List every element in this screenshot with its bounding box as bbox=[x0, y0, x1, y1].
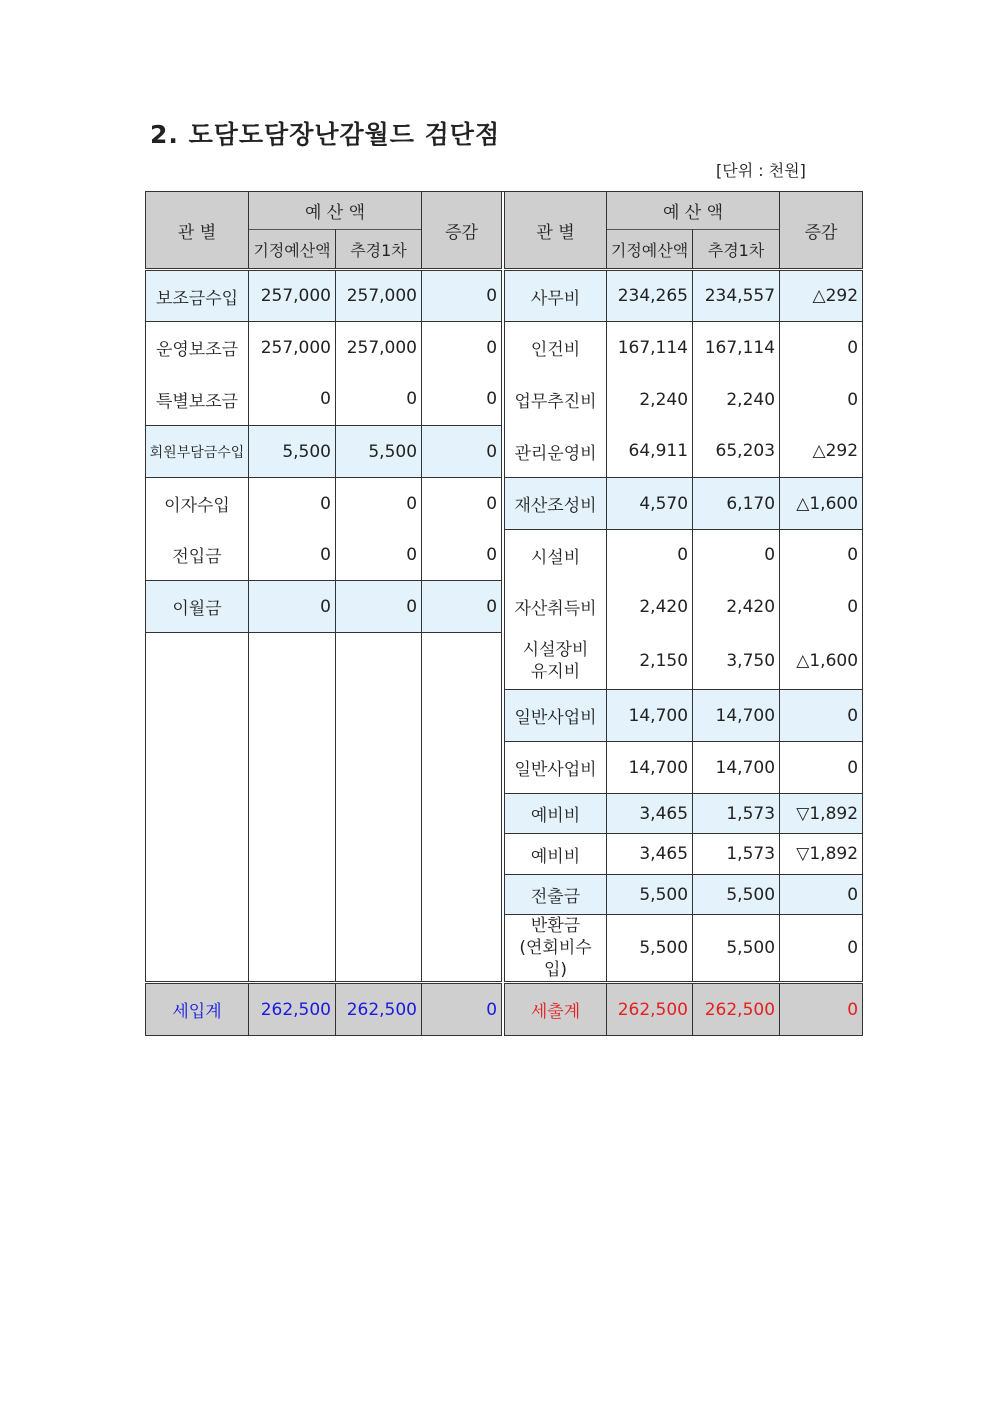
expense-row-name: 전출금 bbox=[505, 875, 607, 915]
expense-row-supp: 2,420 bbox=[693, 581, 780, 633]
revenue-row-supp: 0 bbox=[336, 581, 422, 633]
expense-row-existing: 5,500 bbox=[607, 875, 693, 915]
revenue-empty-cell bbox=[249, 633, 336, 983]
revenue-row-existing: 5,500 bbox=[249, 426, 336, 478]
expense-row-change: ▽1,892 bbox=[780, 794, 863, 834]
expense-row-change: 0 bbox=[780, 690, 863, 742]
revenue-row-change: 0 bbox=[422, 478, 502, 530]
expense-row-supp: 65,203 bbox=[693, 426, 780, 478]
expense-total-change: 0 bbox=[780, 983, 863, 1036]
unit-label: [단위 : 천원] bbox=[716, 161, 806, 180]
expense-row-supp: 1,573 bbox=[693, 834, 780, 875]
expense-row-name: 관리운영비 bbox=[505, 426, 607, 478]
expense-row-supp: 14,700 bbox=[693, 742, 780, 794]
revenue-row-existing: 0 bbox=[249, 530, 336, 581]
expense-total-existing: 262,500 bbox=[607, 983, 693, 1036]
expense-change-header: 증감 bbox=[780, 192, 863, 270]
expense-row-change: 0 bbox=[780, 581, 863, 633]
expense-row-name: 반환금 (연회비수입) bbox=[505, 915, 607, 983]
revenue-total-label: 세입계 bbox=[146, 983, 249, 1036]
expense-row-change: 0 bbox=[780, 322, 863, 374]
expense-row-name: 사무비 bbox=[505, 270, 607, 322]
revenue-row-name: 이월금 bbox=[146, 581, 249, 633]
expense-row-supp: 5,500 bbox=[693, 915, 780, 983]
expense-row-supp: 167,114 bbox=[693, 322, 780, 374]
revenue-total-existing: 262,500 bbox=[249, 983, 336, 1036]
expense-supp-header: 추경1차 bbox=[693, 230, 780, 270]
revenue-row-existing: 257,000 bbox=[249, 270, 336, 322]
expense-row-existing: 2,240 bbox=[607, 374, 693, 426]
revenue-change-header: 증감 bbox=[422, 192, 502, 270]
expense-existing-header: 기정예산액 bbox=[607, 230, 693, 270]
expense-row-supp: 5,500 bbox=[693, 875, 780, 915]
expense-row-change: △292 bbox=[780, 426, 863, 478]
expense-row-change: 0 bbox=[780, 875, 863, 915]
expense-row-name: 자산취득비 bbox=[505, 581, 607, 633]
revenue-row-name: 전입금 bbox=[146, 530, 249, 581]
revenue-row-supp: 0 bbox=[336, 478, 422, 530]
revenue-category-header: 관 별 bbox=[146, 192, 249, 270]
revenue-supp-header: 추경1차 bbox=[336, 230, 422, 270]
revenue-row-supp: 0 bbox=[336, 530, 422, 581]
expense-row-change: △1,600 bbox=[780, 478, 863, 530]
expense-row-supp: 6,170 bbox=[693, 478, 780, 530]
expense-row-existing: 5,500 bbox=[607, 915, 693, 983]
expense-row-supp: 2,240 bbox=[693, 374, 780, 426]
revenue-empty-cell bbox=[422, 633, 502, 983]
expense-row-supp: 3,750 bbox=[693, 633, 780, 690]
revenue-row-change: 0 bbox=[422, 426, 502, 478]
expense-row-name: 일반사업비 bbox=[505, 690, 607, 742]
expense-row-name: 인건비 bbox=[505, 322, 607, 374]
revenue-row-existing: 0 bbox=[249, 581, 336, 633]
expense-row-supp: 234,557 bbox=[693, 270, 780, 322]
expense-row-change: 0 bbox=[780, 742, 863, 794]
expense-row-name: 일반사업비 bbox=[505, 742, 607, 794]
revenue-row-existing: 0 bbox=[249, 374, 336, 426]
revenue-row-name: 이자수입 bbox=[146, 478, 249, 530]
budget-table bbox=[145, 191, 863, 1036]
revenue-row-change: 0 bbox=[422, 270, 502, 322]
revenue-budget-header: 예 산 액 bbox=[249, 192, 422, 230]
revenue-row-name: 특별보조금 bbox=[146, 374, 249, 426]
revenue-row-name: 보조금수입 bbox=[146, 270, 249, 322]
expense-row-existing: 2,420 bbox=[607, 581, 693, 633]
expense-row-supp: 1,573 bbox=[693, 794, 780, 834]
revenue-row-change: 0 bbox=[422, 530, 502, 581]
revenue-row-supp: 257,000 bbox=[336, 322, 422, 374]
expense-row-change: △1,600 bbox=[780, 633, 863, 690]
expense-category-header: 관 별 bbox=[505, 192, 607, 270]
expense-row-change: 0 bbox=[780, 374, 863, 426]
expense-row-name: 재산조성비 bbox=[505, 478, 607, 530]
expense-row-existing: 2,150 bbox=[607, 633, 693, 690]
revenue-total-supp: 262,500 bbox=[336, 983, 422, 1036]
page-title: 2. 도담도담장난감월드 검단점 bbox=[150, 120, 501, 149]
expense-row-supp: 14,700 bbox=[693, 690, 780, 742]
revenue-row-change: 0 bbox=[422, 322, 502, 374]
expense-row-change: △292 bbox=[780, 270, 863, 322]
expense-total-label: 세출계 bbox=[505, 983, 607, 1036]
expense-row-name: 예비비 bbox=[505, 834, 607, 875]
expense-row-name: 시설비 bbox=[505, 530, 607, 581]
expense-row-existing: 14,700 bbox=[607, 690, 693, 742]
revenue-empty-cell bbox=[336, 633, 422, 983]
revenue-row-existing: 0 bbox=[249, 478, 336, 530]
expense-row-change: ▽1,892 bbox=[780, 834, 863, 875]
expense-total-supp: 262,500 bbox=[693, 983, 780, 1036]
revenue-existing-header: 기정예산액 bbox=[249, 230, 336, 270]
expense-row-name: 시설장비 유지비 bbox=[505, 633, 607, 690]
expense-budget-header: 예 산 액 bbox=[607, 192, 780, 230]
revenue-empty-cell bbox=[146, 633, 249, 983]
revenue-row-supp: 5,500 bbox=[336, 426, 422, 478]
revenue-row-change: 0 bbox=[422, 581, 502, 633]
revenue-row-supp: 257,000 bbox=[336, 270, 422, 322]
expense-row-name: 예비비 bbox=[505, 794, 607, 834]
expense-row-change: 0 bbox=[780, 530, 863, 581]
revenue-row-name: 운영보조금 bbox=[146, 322, 249, 374]
expense-row-existing: 14,700 bbox=[607, 742, 693, 794]
expense-row-supp: 0 bbox=[693, 530, 780, 581]
expense-row-existing: 0 bbox=[607, 530, 693, 581]
revenue-row-name: 회원부담금수입 bbox=[146, 426, 249, 478]
expense-row-existing: 3,465 bbox=[607, 794, 693, 834]
expense-row-change: 0 bbox=[780, 915, 863, 983]
revenue-row-existing: 257,000 bbox=[249, 322, 336, 374]
expense-row-existing: 3,465 bbox=[607, 834, 693, 875]
revenue-row-change: 0 bbox=[422, 374, 502, 426]
expense-row-existing: 167,114 bbox=[607, 322, 693, 374]
expense-row-existing: 4,570 bbox=[607, 478, 693, 530]
revenue-row-supp: 0 bbox=[336, 374, 422, 426]
expense-row-existing: 234,265 bbox=[607, 270, 693, 322]
expense-row-name: 업무추진비 bbox=[505, 374, 607, 426]
expense-row-existing: 64,911 bbox=[607, 426, 693, 478]
revenue-total-change: 0 bbox=[422, 983, 502, 1036]
